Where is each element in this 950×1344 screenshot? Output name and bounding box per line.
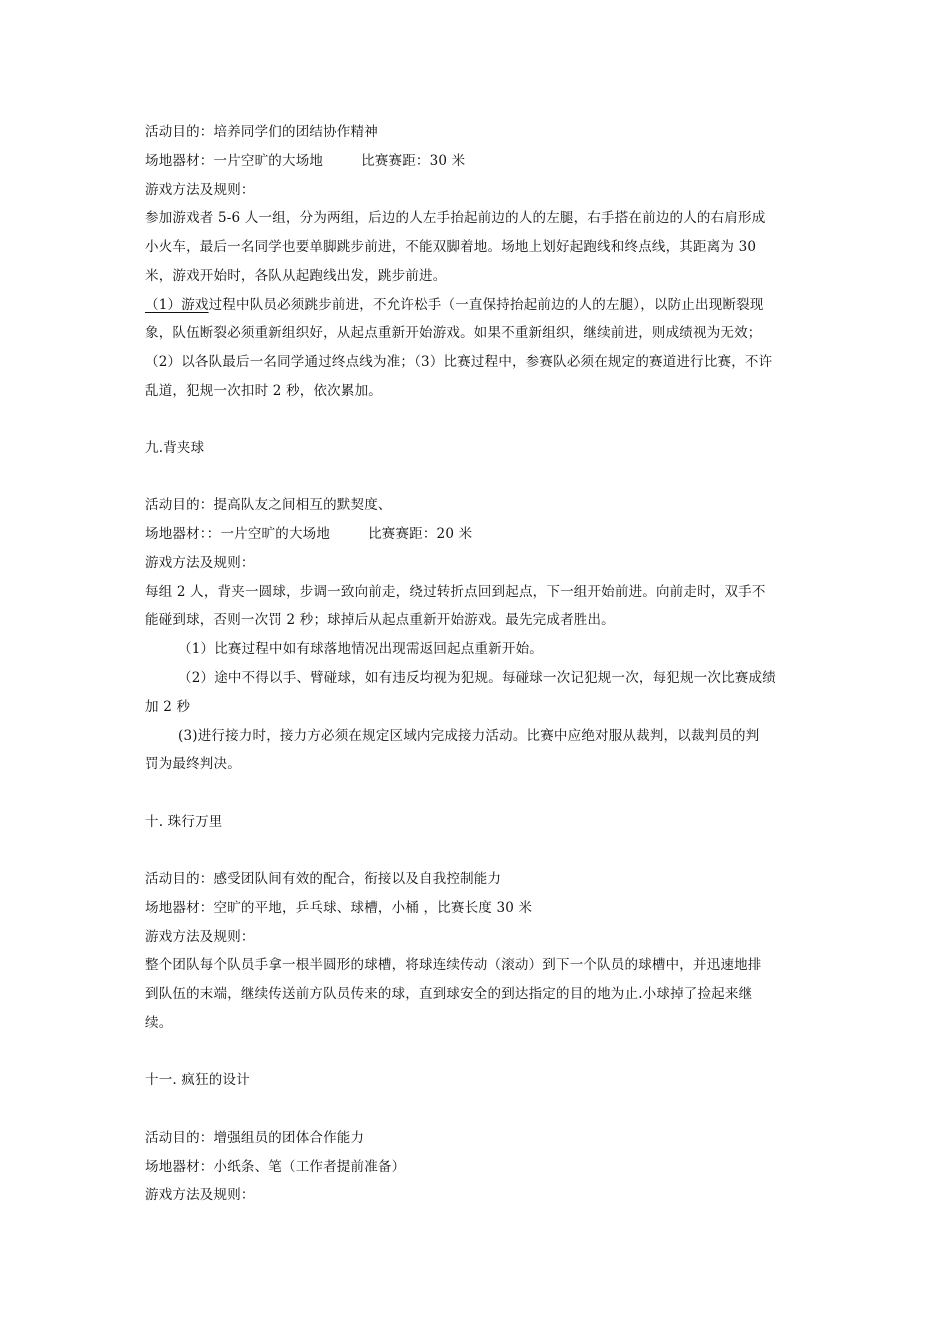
rules-heading: 游戏方法及规则： (145, 929, 255, 945)
rules-paragraph-line: 整个团队每个队员手拿一根半圆形的球槽，将球连续传动（滚动）到下一个队员的球槽中，并迅速地排 (145, 957, 762, 973)
race-distance: 比赛赛距：20 米 (368, 526, 473, 542)
venue-equipment: 场地器材：小纸条、笔（工作者提前准备） (145, 1159, 406, 1175)
rules-heading: 游戏方法及规则： (145, 182, 255, 198)
rules-paragraph-line: 到队伍的末端，继续传送前方队员传来的球，直到球安全的到达指定的目的地为止.小球掉了捡起来继 (145, 986, 753, 1002)
rule-item-line: （1）比赛过程中如有球落地情况出现需返回起点重新开始。 (178, 641, 543, 657)
section-title: 十. 珠行万里 (145, 814, 223, 830)
rules-paragraph-line: 能碰到球，否则一次罚 2 秒；球掉后从起点重新开始游戏。最先完成者胜出。 (145, 612, 615, 628)
activity-purpose: 活动目的：增强组员的团体合作能力 (145, 1130, 365, 1146)
rule-item-line: (3)进行接力时，接力方必须在规定区域内完成接力活动。比赛中应绝对服从裁判，以裁判员的判 (178, 728, 760, 744)
rules-heading: 游戏方法及规则： (145, 1187, 255, 1203)
venue-equipment-line (145, 524, 472, 544)
venue-equipment: 场地器材：一片空旷的大场地 (145, 153, 324, 169)
rules-heading: 游戏方法及规则： (145, 555, 255, 571)
rule-item-text: 过程中队员必须跳步前进，不允许松手（一直保持抬起前边的人的左腿），以防止出现断裂现 (208, 297, 764, 313)
rule-item-line (145, 295, 764, 315)
venue-equipment-line (145, 151, 465, 171)
rules-paragraph-line: 每组 2 人，背夹一圆球，步调一致向前走，绕过转折点回到起点，下一组开始前进。向前走时，双手不 (145, 584, 766, 600)
rule-item-line: （2）以各队最后一名同学通过终点线为准；（3）比赛过程中，参赛队必须在规定的赛道进行比赛，不许 (145, 354, 773, 370)
rules-paragraph-line: 续。 (145, 1015, 173, 1031)
rule-item-line: 象，队伍断裂必须重新组织好，从起点重新开始游戏。如果不重新组织，继续前进，则成绩视为无效； (145, 325, 762, 341)
rule-item-line: 加 2 秒 (145, 699, 191, 715)
activity-purpose: 活动目的：培养同学们的团结协作精神 (145, 124, 378, 140)
rule-item-line: 罚为最终判决。 (145, 756, 241, 772)
rules-paragraph-line: 参加游戏者 5-6 人一组，分为两组，后边的人左手抬起前边的人的左腿，右手搭在前边的人的右肩形成 (145, 210, 766, 226)
section-title: 十一. 疯狂的设计 (145, 1072, 250, 1088)
section-title: 九.背夹球 (145, 440, 205, 456)
rules-paragraph-line: 米，游戏开始时，各队从起跑线出发，跳步前进。 (145, 268, 447, 284)
venue-equipment: 场地器材：：一片空旷的大场地 (145, 526, 331, 542)
rules-paragraph-line: 小火车，最后一名同学也要单脚跳步前进，不能双脚着地。场地上划好起跑线和终点线，其距离为 30 (145, 239, 757, 255)
rule-item-line: （2）途中不得以手、臂碰球，如有违反均视为犯规。每碰球一次记犯规一次，每犯规一次比赛成绩 (178, 670, 776, 686)
rule-item-line: 乱道，犯规一次扣时 2 秒，依次累加。 (145, 383, 382, 399)
activity-purpose: 活动目的：提高队友之间相互的默契度、 (145, 497, 392, 513)
venue-equipment: 场地器材：空旷的平地，乒乓球、球槽，小桶 ，比赛长度 30 米 (145, 900, 533, 916)
race-distance: 比赛赛距：30 米 (361, 153, 466, 169)
rule-item-prefix: （1）游戏 (145, 297, 209, 313)
activity-purpose: 活动目的：感受团队间有效的配合，衔接以及自我控制能力 (145, 871, 502, 887)
